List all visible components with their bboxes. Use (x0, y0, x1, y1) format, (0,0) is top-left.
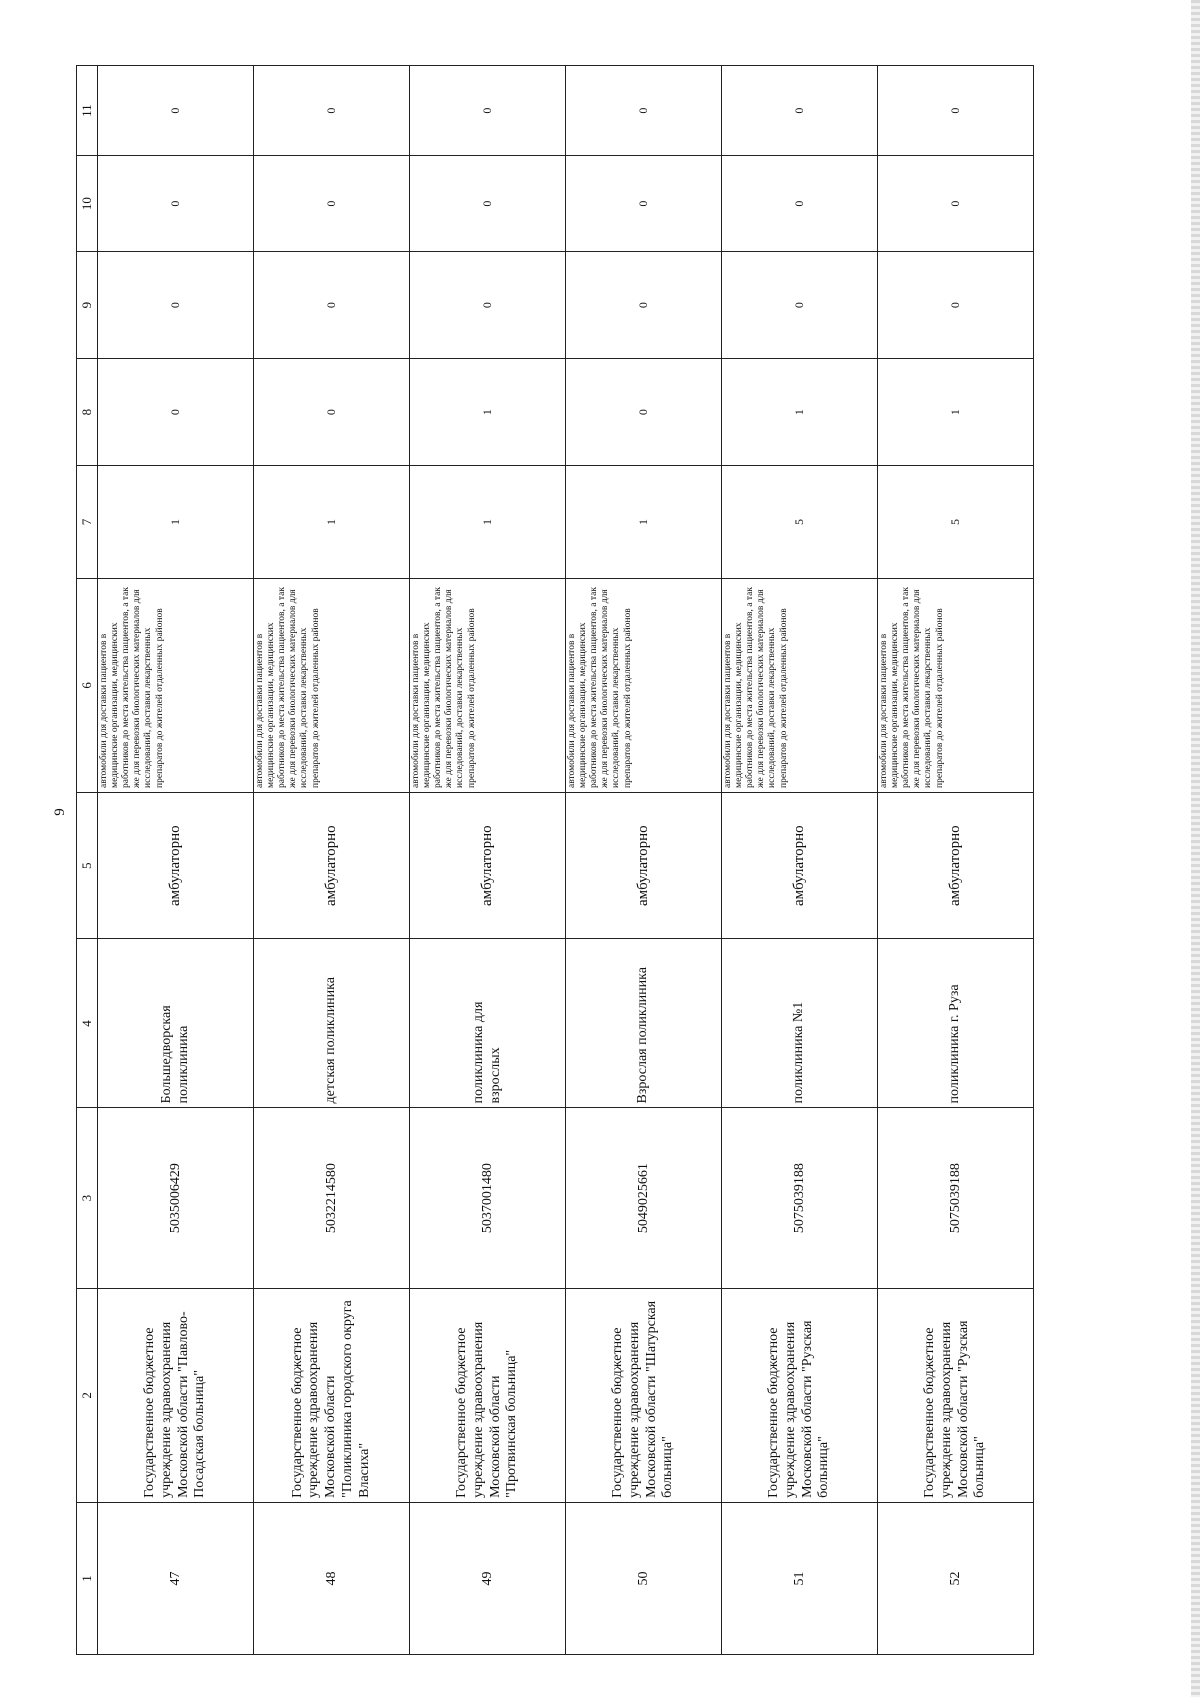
row-number: 51 (722, 1502, 878, 1654)
organization-name: Государственное бюджетное учреждение здравоохранения Московской области "Рузская больница" (878, 1288, 1034, 1502)
inn-value: 5035006429 (98, 1108, 254, 1288)
value-col-7: 5 (722, 466, 878, 579)
value-col-11: 0 (566, 66, 722, 156)
unit-name: поликлиника №1 (722, 939, 878, 1108)
column-number-1: 1 (77, 1502, 98, 1654)
vehicle-purpose: автомобили для доставки пациентов в медицинские организации, медицинских работников до места жительства пациентов, а так же для перевозки биологических материалов для исследований, доставки лекарственных препаратов до жителей отдаленных районов (878, 578, 1034, 792)
vehicle-purpose: автомобили для доставки пациентов в медицинские организации, медицинских работников до места жительства пациентов, а так же для перевозки биологических материалов для исследований, доставки лекарственных препаратов до жителей отдаленных районов (254, 578, 410, 792)
value-col-8: 0 (98, 359, 254, 466)
inn-value: 5075039188 (878, 1108, 1034, 1288)
value-col-9: 0 (566, 252, 722, 359)
document-table-rotated (76, 65, 1032, 1655)
scan-edge-artifact (1191, 0, 1200, 1697)
value-col-7: 1 (98, 466, 254, 579)
value-col-10: 0 (566, 156, 722, 252)
column-number-2: 2 (77, 1288, 98, 1502)
page-number: 9 (51, 808, 68, 816)
table-row (98, 66, 254, 1655)
vehicle-purpose: автомобили для доставки пациентов в медицинские организации, медицинских работников до места жительства пациентов, а так же для перевозки биологических материалов для исследований, доставки лекарственных препаратов до жителей отдаленных районов (410, 578, 566, 792)
unit-name: поликлиника для взрослых (410, 939, 566, 1108)
table-row (722, 66, 878, 1655)
care-condition: амбулаторно (254, 792, 410, 939)
inn-value: 5075039188 (722, 1108, 878, 1288)
column-number-7: 7 (77, 466, 98, 579)
care-condition: амбулаторно (878, 792, 1034, 939)
organization-name: Государственное бюджетное учреждение здравоохранения Московской области "Шатурская больница" (566, 1288, 722, 1502)
value-col-8: 0 (566, 359, 722, 466)
value-col-7: 1 (566, 466, 722, 579)
value-col-7: 1 (410, 466, 566, 579)
value-col-11: 0 (410, 66, 566, 156)
table-body (98, 66, 1034, 1655)
column-number-8: 8 (77, 359, 98, 466)
organization-name: Государственное бюджетное учреждение здравоохранения Московской области "Протвинская больница" (410, 1288, 566, 1502)
value-col-9: 0 (410, 252, 566, 359)
column-number-5: 5 (77, 792, 98, 939)
organization-name: Государственное бюджетное учреждение здравоохранения Московской области "Павлово-Посадская больница" (98, 1288, 254, 1502)
value-col-7: 1 (254, 466, 410, 579)
table-row (410, 66, 566, 1655)
table-row (254, 66, 410, 1655)
vehicle-purpose: автомобили для доставки пациентов в медицинские организации, медицинских работников до места жительства пациентов, а так же для перевозки биологических материалов для исследований, доставки лекарственных препаратов до жителей отдаленных районов (566, 578, 722, 792)
value-col-11: 0 (98, 66, 254, 156)
care-condition: амбулаторно (722, 792, 878, 939)
inn-value: 5037001480 (410, 1108, 566, 1288)
care-condition: амбулаторно (98, 792, 254, 939)
inn-value: 5049025661 (566, 1108, 722, 1288)
value-col-8: 0 (254, 359, 410, 466)
table-row (566, 66, 722, 1655)
value-col-11: 0 (878, 66, 1034, 156)
value-col-10: 0 (254, 156, 410, 252)
column-number-row (77, 66, 98, 1655)
inn-value: 5032214580 (254, 1108, 410, 1288)
unit-name: Взрослая поликлиника (566, 939, 722, 1108)
value-col-10: 0 (878, 156, 1034, 252)
care-condition: амбулаторно (410, 792, 566, 939)
unit-name: детская поликлиника (254, 939, 410, 1108)
column-number-10: 10 (77, 156, 98, 252)
vehicles-table (76, 65, 1034, 1655)
row-number: 48 (254, 1502, 410, 1654)
value-col-7: 5 (878, 466, 1034, 579)
organization-name: Государственное бюджетное учреждение здравоохранения Московской области "Поликлиника городского округа Власиха" (254, 1288, 410, 1502)
column-number-9: 9 (77, 252, 98, 359)
row-number: 50 (566, 1502, 722, 1654)
unit-name: Большедворская поликлиника (98, 939, 254, 1108)
value-col-9: 0 (878, 252, 1034, 359)
organization-name: Государственное бюджетное учреждение здравоохранения Московской области "Рузская больница" (722, 1288, 878, 1502)
table-row (878, 66, 1034, 1655)
vehicle-purpose: автомобили для доставки пациентов в медицинские организации, медицинских работников до места жительства пациентов, а так же для перевозки биологических материалов для исследований, доставки лекарственных препаратов до жителей отдаленных районов (98, 578, 254, 792)
value-col-10: 0 (98, 156, 254, 252)
care-condition: амбулаторно (566, 792, 722, 939)
value-col-8: 1 (722, 359, 878, 466)
value-col-9: 0 (722, 252, 878, 359)
value-col-8: 1 (410, 359, 566, 466)
value-col-9: 0 (98, 252, 254, 359)
value-col-9: 0 (254, 252, 410, 359)
value-col-10: 0 (722, 156, 878, 252)
value-col-10: 0 (410, 156, 566, 252)
value-col-11: 0 (254, 66, 410, 156)
value-col-8: 1 (878, 359, 1034, 466)
column-number-4: 4 (77, 939, 98, 1108)
unit-name: поликлиника г. Руза (878, 939, 1034, 1108)
column-number-11: 11 (77, 66, 98, 156)
column-number-3: 3 (77, 1108, 98, 1288)
column-number-6: 6 (77, 578, 98, 792)
row-number: 52 (878, 1502, 1034, 1654)
vehicle-purpose: автомобили для доставки пациентов в медицинские организации, медицинских работников до места жительства пациентов, а так же для перевозки биологических материалов для исследований, доставки лекарственных препаратов до жителей отдаленных районов (722, 578, 878, 792)
row-number: 49 (410, 1502, 566, 1654)
value-col-11: 0 (722, 66, 878, 156)
row-number: 47 (98, 1502, 254, 1654)
